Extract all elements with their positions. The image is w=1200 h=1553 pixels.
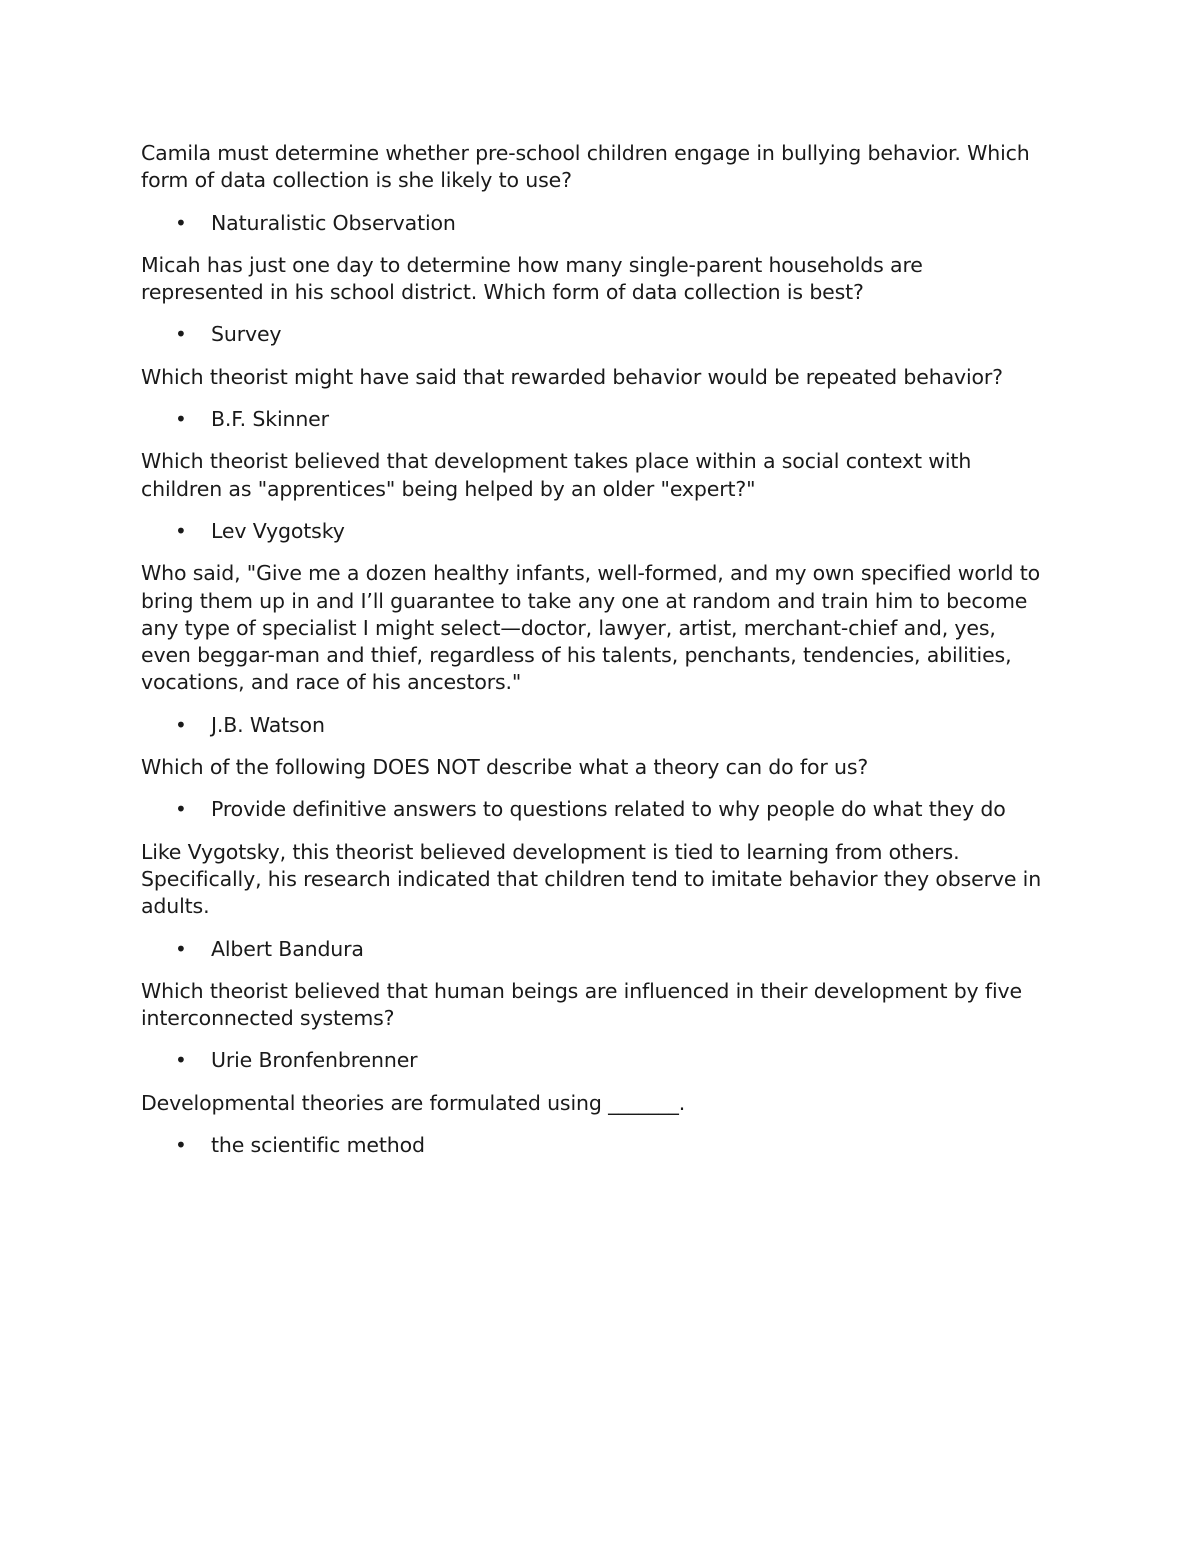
- qa-item: [141, 364, 1046, 434]
- document-body: [141, 140, 1046, 1174]
- question-text: Micah has just one day to determine how many single-parent households are represented in his school district. Which form of data collection is best?: [141, 252, 923, 305]
- answer-list: [141, 518, 1046, 545]
- answer-list: [141, 936, 1046, 963]
- qa-item: [141, 754, 1046, 824]
- answer-item: [141, 712, 1046, 739]
- answer-item: [141, 518, 1046, 545]
- qa-item: [141, 978, 1046, 1075]
- question-text: Camila must determine whether pre-school children engage in bullying behavior. Which form of data collection is she likely to use?: [141, 141, 1030, 193]
- answer-text: J.B. Watson: [211, 712, 325, 737]
- bullet-icon: •: [175, 210, 187, 235]
- bullet-icon: •: [175, 797, 187, 822]
- answer-list: [141, 321, 1046, 348]
- answer-text: Survey: [211, 322, 282, 347]
- answer-item: [141, 321, 1046, 348]
- qa-item: [141, 140, 1046, 237]
- answer-list: [141, 712, 1046, 739]
- answer-text: Provide definitive answers to questions related to why people do what they do: [211, 797, 1006, 822]
- answer-list: [141, 406, 1046, 433]
- answer-list: [141, 1047, 1046, 1074]
- answer-item: [141, 210, 1046, 237]
- answer-text: Albert Bandura: [211, 936, 364, 961]
- answer-text: Naturalistic Observation: [211, 210, 456, 235]
- answer-item: [141, 1047, 1046, 1074]
- bullet-icon: •: [175, 322, 187, 347]
- question-text: Which of the following DOES NOT describe what a theory can do for us?: [141, 755, 869, 780]
- qa-item: [141, 448, 1046, 545]
- question-text: Like Vygotsky, this theorist believed development is tied to learning from others. Specifically, his research indicated that children tend to imitate behavior they observe in adults.: [141, 839, 1042, 919]
- bullet-icon: •: [175, 1048, 187, 1073]
- bullet-icon: •: [175, 936, 187, 961]
- question-text: Which theorist believed that development takes place within a social context with children as "apprentices" being helped by an older "expert?": [141, 449, 972, 501]
- qa-item: [141, 1090, 1046, 1160]
- answer-item: [141, 936, 1046, 963]
- answer-text: Urie Bronfenbrenner: [211, 1048, 418, 1073]
- answer-list: [141, 210, 1046, 237]
- answer-text: the scientific method: [211, 1133, 425, 1158]
- bullet-icon: •: [175, 407, 187, 432]
- answer-list: [141, 1132, 1046, 1159]
- answer-item: [141, 796, 1046, 823]
- answer-list: [141, 796, 1046, 823]
- qa-item: [141, 252, 1046, 349]
- question-text: Which theorist might have said that rewarded behavior would be repeated behavior?: [141, 364, 1003, 389]
- answer-text: B.F. Skinner: [211, 407, 329, 432]
- question-text: Which theorist believed that human beings are influenced in their development by five interconnected systems?: [141, 978, 1022, 1031]
- answer-item: [141, 406, 1046, 433]
- bullet-icon: •: [175, 1133, 187, 1158]
- answer-item: [141, 1132, 1046, 1159]
- bullet-icon: •: [175, 518, 187, 543]
- answer-text: Lev Vygotsky: [211, 518, 345, 543]
- question-text: Who said, "Give me a dozen healthy infants, well-formed, and my own specified world to bring them up in and I’ll guarantee to take any one at random and train him to become any type of specialist I might select—doctor, lawyer, artist, merchant-chief and, yes, even beggar-man and thief, regardless of his talents, penchants, tendencies, abilities, vocations, and race of his ancestors.": [141, 561, 1041, 695]
- qa-item: [141, 839, 1046, 963]
- question-text: Developmental theories are formulated using _______.: [141, 1090, 686, 1115]
- bullet-icon: •: [175, 712, 187, 737]
- qa-item: [141, 560, 1046, 739]
